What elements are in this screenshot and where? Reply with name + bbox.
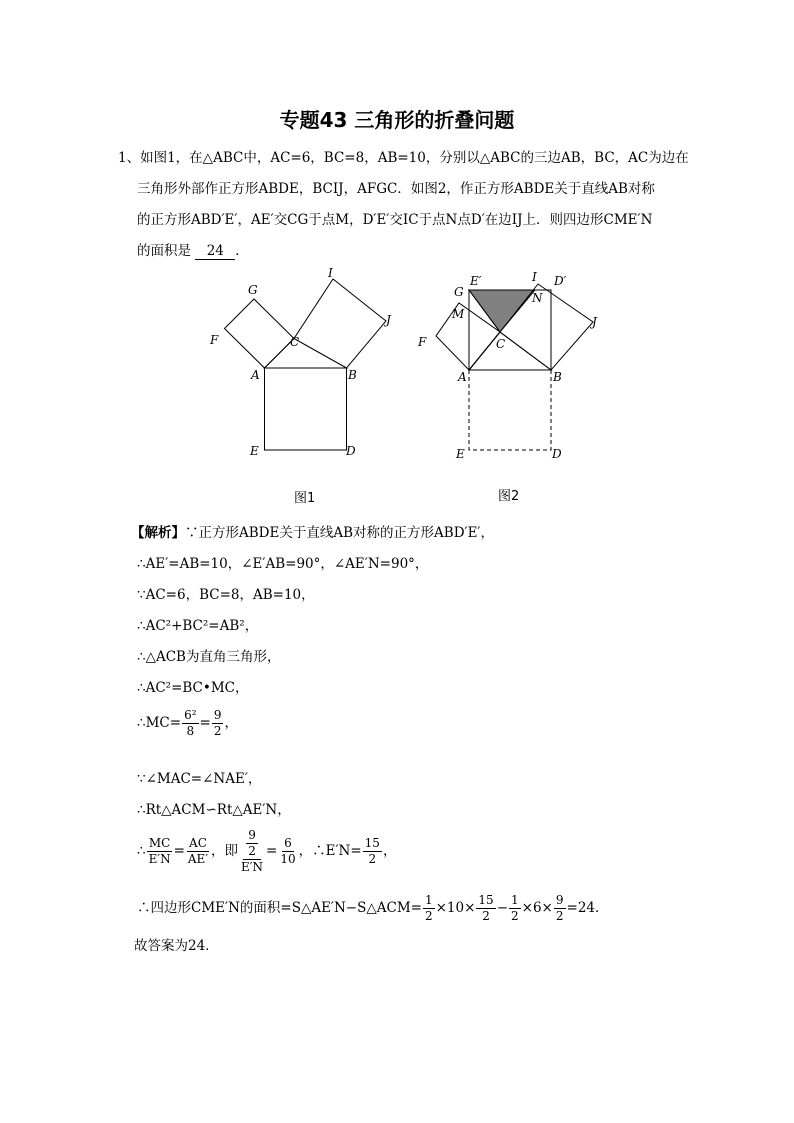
fraction-1-over-2: [423, 893, 435, 924]
fraction-compound: [239, 828, 265, 875]
label-g: G: [454, 285, 464, 299]
solution-line-9: ∴Rt△ACM∽Rt△AE′N，: [137, 802, 291, 818]
solution-text-1: ∵正方形ABDE关于直线AB对称的正方形ABD′E′，: [185, 525, 494, 541]
en-result-label: ，∴E′N=: [298, 843, 362, 859]
problem-number: 1、: [118, 150, 141, 166]
square-abde: [265, 368, 347, 450]
fraction-9-over-2-inner: [246, 828, 258, 859]
label-i: I: [532, 270, 537, 284]
solution-line-12: 故答案为24．: [134, 938, 219, 954]
frac-num: [243, 828, 261, 860]
solution-line-11: [137, 893, 609, 924]
frac-den: 2: [511, 909, 519, 923]
problem-text-4b: ．: [235, 243, 249, 259]
label-m: M: [452, 307, 465, 321]
fraction-mc-over-en: [147, 836, 173, 867]
label-c: C: [290, 335, 300, 349]
page-title: 专题43 三角形的折叠问题: [279, 108, 515, 132]
label-i: I: [328, 266, 333, 280]
solution-line-10: [137, 828, 396, 875]
label-n: N: [532, 291, 543, 305]
frac-den: 2: [213, 724, 222, 738]
equals: =: [266, 843, 278, 859]
problem-line-1: [118, 146, 689, 166]
answer-blank: 24: [195, 243, 235, 260]
figure-2-caption: 图2: [498, 489, 520, 504]
fraction-9-over-2: [212, 708, 224, 739]
dashed-square-abde: [469, 370, 551, 450]
label-e: E: [250, 444, 259, 458]
label-a: A: [458, 370, 467, 384]
frac-den: 2: [248, 844, 256, 858]
frac-den: 2: [482, 909, 490, 923]
problem-text-1: 如图1，在△ABC中，AC=6，BC=8，AB=10，分别以△ABC的三边AB，BC，AC为边在: [140, 150, 689, 166]
shaded-quadrilateral-cme1n: [469, 290, 535, 332]
frac-den: 8: [186, 724, 195, 738]
square-afgc: [225, 299, 295, 368]
label-j: J: [386, 313, 391, 327]
label-j: J: [592, 315, 597, 329]
frac-num: 9: [555, 893, 564, 907]
label-g: G: [248, 283, 258, 297]
punct: ，: [382, 843, 397, 859]
solution-line-8: ∵∠MAC=∠NAE′，: [137, 771, 262, 787]
namely: ，即: [211, 843, 239, 859]
frac-num: 6²: [184, 708, 197, 722]
label-f: F: [418, 335, 427, 349]
label-d-prime: D′: [554, 274, 567, 288]
problem-text-2: 三角形外部作正方形ABDE，BCIJ，AFGC．如图2，作正方形ABDE关于直线AB对称: [137, 181, 655, 197]
frac-num: 1: [424, 893, 433, 907]
solution-line-4: ∴AC²+BC²=AB²，: [137, 618, 259, 634]
therefore: ∴: [137, 843, 146, 859]
fraction-ac-over-ae: [186, 836, 210, 867]
problem-text-3: 的正方形ABD′E′，AE′交CG于点M，D′E′交IC于点N点D′在边IJ上．则四边形CME′N: [137, 212, 653, 228]
result: =24．: [566, 900, 609, 916]
figure-2: [410, 262, 610, 472]
minus: −: [496, 900, 509, 916]
label-d: D: [346, 444, 356, 458]
frac-num: 1: [511, 893, 519, 907]
solution-line-7: [137, 708, 238, 739]
label-b: B: [553, 370, 562, 384]
fraction-15-over-2: [476, 893, 495, 924]
fraction-9-over-2: [554, 893, 566, 924]
frac-den: 2: [424, 909, 433, 923]
solution-tag: 【解析】: [131, 525, 185, 541]
area-expression-label: ∴四边形CME′N的面积=S△AE′N−S△ACM=: [137, 900, 422, 916]
problem-text-4a: 的面积是: [137, 243, 191, 259]
square-bcij: [294, 279, 386, 368]
label-e-prime: E′: [470, 274, 482, 288]
frac-num: 15: [364, 836, 380, 850]
problem-line-4: [137, 239, 249, 260]
term: ×10×: [435, 900, 476, 916]
solution-line-2: ∴AE′=AB=10，∠E′AB=90°，∠AE′N=90°，: [137, 556, 429, 572]
triangle-abc: [265, 339, 347, 369]
frac-den: AE′: [187, 852, 209, 866]
punct: ，: [224, 715, 238, 731]
frac-num: 15: [478, 893, 494, 907]
frac-num: AC: [189, 836, 207, 850]
frac-den: 10: [280, 852, 296, 866]
triangle-abc: [469, 332, 551, 370]
frac-den: E′N: [241, 860, 264, 874]
frac-num: 6: [284, 836, 292, 850]
mc-label: ∴MC=: [137, 715, 182, 731]
figure-1-caption: 图1: [294, 491, 316, 506]
solution-line-3: ∵AC=6，BC=8，AB=10，: [137, 587, 315, 603]
frac-num: 9: [213, 708, 222, 722]
label-d: D: [552, 447, 562, 461]
fraction-1-over-2: [509, 893, 521, 924]
frac-den: 2: [368, 852, 377, 866]
term: ×6×: [521, 900, 553, 916]
label-e: E: [456, 447, 465, 461]
label-c: C: [496, 337, 506, 351]
solution-line-6: ∴AC²=BC•MC，: [137, 680, 249, 696]
fraction-6sq-over-8: [182, 708, 198, 739]
solution-line-1: [131, 521, 494, 541]
frac-num: MC: [148, 836, 171, 850]
label-b: B: [348, 368, 357, 382]
solution-line-5: ∴△ACB为直角三角形，: [137, 649, 281, 665]
label-f: F: [210, 333, 219, 347]
label-a: A: [251, 368, 260, 382]
frac-num: 9: [248, 828, 256, 842]
equals: =: [199, 715, 211, 731]
fraction-15-over-2: [363, 836, 382, 867]
frac-den: 2: [555, 909, 564, 923]
figure-1: [200, 262, 400, 472]
equals: =: [173, 843, 185, 859]
frac-den: E′N: [148, 852, 171, 866]
fraction-6-over-10: [278, 836, 297, 867]
